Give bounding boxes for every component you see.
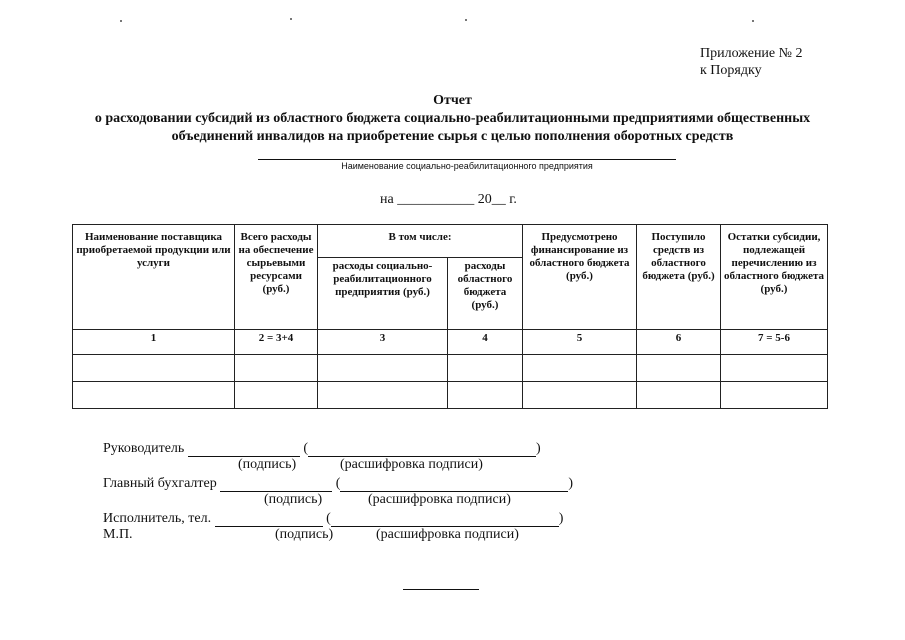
scan-speck xyxy=(465,19,467,21)
signature-head-sign-field[interactable] xyxy=(188,442,300,457)
column-number: 6 xyxy=(637,330,721,355)
paren-close: ) xyxy=(558,511,564,526)
paren-open: ( xyxy=(335,476,341,491)
signature-caption: (подпись) xyxy=(238,457,297,472)
table-cell[interactable] xyxy=(235,382,318,409)
table-cell[interactable] xyxy=(73,355,235,382)
table-cell[interactable] xyxy=(235,355,318,382)
signature-head-line xyxy=(103,440,541,457)
header-including: В том числе: xyxy=(318,225,523,258)
table-cell[interactable] xyxy=(448,355,523,382)
paren-close: ) xyxy=(568,476,574,491)
organization-caption: Наименование социально-реабилитационного предприятия xyxy=(341,161,593,171)
table-cell[interactable] xyxy=(721,355,828,382)
signature-executor-line xyxy=(103,510,563,527)
report-table xyxy=(72,224,828,409)
table-cell[interactable] xyxy=(721,382,828,409)
report-date xyxy=(380,192,517,208)
scan-speck xyxy=(120,20,122,22)
signature-accountant-sign-field[interactable] xyxy=(220,477,332,492)
appendix-note xyxy=(700,45,803,79)
paren-close: ) xyxy=(535,441,541,456)
signature-executor-decode-field[interactable] xyxy=(331,512,559,527)
date-prefix: на xyxy=(380,192,394,207)
date-year: 20__ г. xyxy=(477,192,517,207)
signature-accountant-label: Главный бухгалтер xyxy=(103,476,217,491)
signature-executor-label: Исполнитель, тел. xyxy=(103,511,212,526)
appendix-line: к Порядку xyxy=(700,63,762,78)
date-blank[interactable]: ___________ xyxy=(397,192,475,207)
table-row xyxy=(73,355,828,382)
table-cell[interactable] xyxy=(318,355,448,382)
organization-name-line[interactable] xyxy=(258,159,676,160)
signature-caption: (подпись) xyxy=(275,527,334,542)
paren-open: ( xyxy=(303,441,308,456)
decode-caption: (расшифровка подписи) xyxy=(368,492,511,507)
column-number: 7 = 5-6 xyxy=(721,330,828,355)
header-enterprise-expenses: расходы социально-реабилитационного предприятия (руб.) xyxy=(318,258,448,330)
table-cell[interactable] xyxy=(73,382,235,409)
scan-speck xyxy=(752,20,754,22)
title-line: объединений инвалидов на приобретение сырья с целью пополнения оборотных средств xyxy=(171,129,734,144)
title-line: о расходовании субсидий из областного бюджета социально-реабилитационными предприятиями общественных xyxy=(94,111,811,126)
column-number: 1 xyxy=(73,330,235,355)
document-title xyxy=(0,92,905,146)
paren-open: ( xyxy=(326,511,331,526)
signature-accountant-decode-field[interactable] xyxy=(340,477,568,492)
table-cell[interactable] xyxy=(523,355,637,382)
appendix-line: Приложение № 2 xyxy=(700,46,803,61)
scan-speck xyxy=(290,18,292,20)
header-row xyxy=(73,225,828,258)
stamp-label: М.П. xyxy=(103,527,133,542)
header-planned-funding: Предусмотрено финансирование из областного бюджета (руб.) xyxy=(523,225,637,330)
table-cell[interactable] xyxy=(318,382,448,409)
bottom-separator-line xyxy=(403,589,479,590)
column-number: 4 xyxy=(448,330,523,355)
header-received-funds: Поступило средств из областного бюджета (руб.) xyxy=(637,225,721,330)
decode-caption: (расшифровка подписи) xyxy=(376,527,519,542)
decode-caption: (расшифровка подписи) xyxy=(340,457,483,472)
signature-caption: (подпись) xyxy=(264,492,323,507)
column-number: 5 xyxy=(523,330,637,355)
table-cell[interactable] xyxy=(523,382,637,409)
header-total-expenses: Всего расходы на обеспечение сырьевыми ресурсами (руб.) xyxy=(235,225,318,330)
header-supplier: Наименование поставщика приобретаемой продукции или услуги xyxy=(73,225,235,330)
signature-head-decode-field[interactable] xyxy=(308,442,536,457)
table-row xyxy=(73,382,828,409)
signature-accountant-line xyxy=(103,475,573,492)
header-subsidy-balance: Остатки субсидии, подлежащей перечислению из областного бюджета (руб.) xyxy=(721,225,828,330)
signature-executor-phone-field[interactable] xyxy=(215,512,323,527)
table-cell[interactable] xyxy=(637,355,721,382)
column-number: 3 xyxy=(318,330,448,355)
header-budget-expenses: расходы областного бюджета (руб.) xyxy=(448,258,523,330)
signature-head-label: Руководитель xyxy=(103,441,185,456)
table-cell[interactable] xyxy=(637,382,721,409)
column-number-row xyxy=(73,330,828,355)
table-cell[interactable] xyxy=(448,382,523,409)
title-line: Отчет xyxy=(433,93,472,108)
column-number: 2 = 3+4 xyxy=(235,330,318,355)
